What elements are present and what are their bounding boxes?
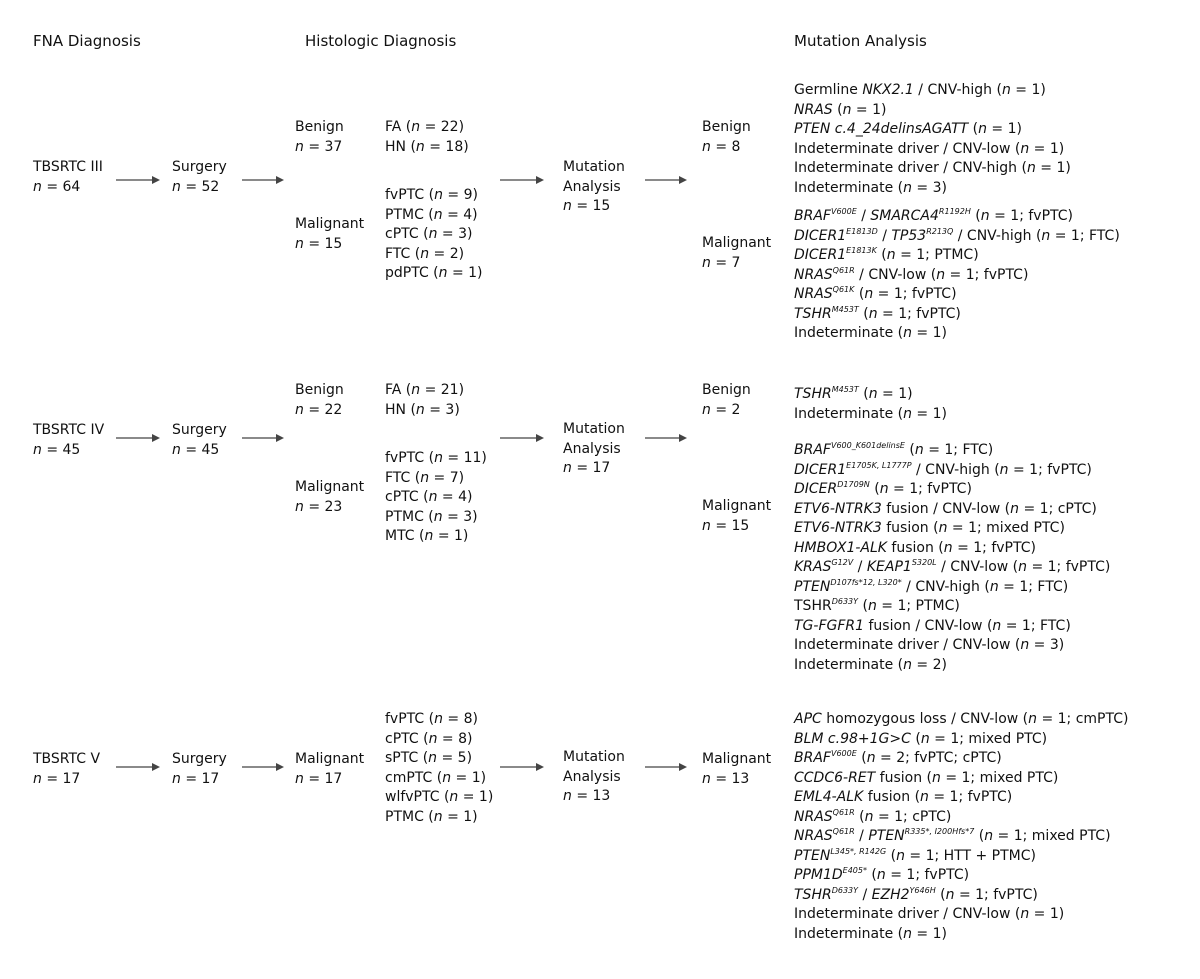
list-item: NRAS (n = 1)	[794, 101, 887, 118]
tier4-histo-benign	[295, 381, 344, 420]
tier5-surgery-label: Surgery	[172, 751, 227, 767]
tier3-histo-benign	[295, 118, 344, 157]
histologic-diagnosis-header: Histologic Diagnosis	[305, 32, 457, 50]
list-item: ETV6-NTRK3 fusion / CNV-low (n = 1; cPTC)	[794, 500, 1097, 517]
mutation-analysis-header: Mutation Analysis	[794, 32, 927, 50]
tier3-histo-malignant-count: n = 15	[295, 235, 343, 252]
tier4-histo-malignant-label: Malignant	[295, 479, 365, 495]
tier3-surgery-label: Surgery	[172, 159, 227, 175]
tier4-surgery-node	[172, 421, 227, 460]
list-item: sPTC (n = 5)	[385, 750, 473, 766]
list-item: cmPTC (n = 1)	[385, 769, 487, 786]
list-item: HN (n = 3)	[385, 401, 460, 418]
tier3-mut-malignant-count: n = 7	[702, 254, 741, 271]
list-item: wlfvPTC (n = 1)	[385, 789, 494, 805]
list-item: fvPTC (n = 11)	[385, 450, 487, 466]
tier4-mut-malignant-count: n = 15	[702, 517, 750, 534]
list-item: Germline NKX2.1 / CNV-high (n = 1)	[794, 82, 1046, 98]
tier4-fna-node	[33, 421, 104, 460]
tier5-histo-malignant	[295, 750, 364, 789]
list-item: ETV6-NTRK3 fusion (n = 1; mixed PTC)	[794, 520, 1065, 536]
tier5-surgery-count: n = 17	[172, 770, 220, 787]
list-item: FTC (n = 2)	[385, 245, 465, 262]
tier3-mutation-label: Mutation	[563, 159, 625, 175]
tier3-malignant-findings	[794, 207, 1120, 344]
tier3-fna-node	[33, 158, 103, 197]
tier4-histo-malignant	[295, 478, 364, 517]
list-item: $TSHR^{D633Y}$ (n = 1; PTMC)	[794, 597, 960, 614]
list-item: $NRAS^{Q61K}$ (n = 1; fvPTC)	[794, 285, 957, 302]
list-item: Indeterminate (n = 1)	[794, 325, 947, 341]
tier4-mut-benign-count: n = 2	[702, 401, 741, 418]
tier4-arrow-histo-mutation	[500, 432, 544, 444]
tier5-surgery-node	[172, 750, 227, 789]
tier5-mut-malignant-label: Malignant	[702, 751, 772, 767]
tier3-mutation-label-2: Analysis	[563, 178, 621, 195]
tier3-histo-benign-count: n = 37	[295, 138, 343, 155]
tier5-malignant-findings	[794, 710, 1128, 944]
tier4-mutation-node	[563, 420, 625, 479]
list-item: Indeterminate driver / CNV-low (n = 3)	[794, 637, 1065, 653]
tier4-fna-count: n = 45	[33, 441, 81, 458]
tier3-arrow-mutation-result	[645, 174, 687, 186]
tier4-mut-benign	[702, 381, 751, 420]
list-item: $NRAS^{Q61R}$ (n = 1; cPTC)	[794, 807, 952, 825]
list-item: $BRAF^{V600E}$ / $SMARCA4^{R1192H}$ (n = 1; fvPTC)	[794, 207, 1073, 224]
tier5-histo-malignant-count: n = 17	[295, 770, 343, 787]
list-item: PTMC (n = 1)	[385, 808, 478, 825]
tier4-histo-malignant-count: n = 23	[295, 498, 343, 515]
list-item: $PTEN^{D107fs*12, L320*}$ / CNV-high (n = 1; FTC)	[794, 577, 1069, 595]
tier4-fna-label: TBSRTC IV	[33, 422, 105, 438]
list-item: pdPTC (n = 1)	[385, 265, 483, 281]
list-item: $NRAS^{Q61R}$ / $PTEN^{R335*, I200Hfs*7}$ (n = 1; mixed PTC)	[794, 827, 1111, 844]
tier3-mut-malignant	[702, 234, 771, 273]
tier3-fna-label: TBSRTC III	[33, 159, 103, 175]
tier5-malignant-types	[385, 710, 493, 827]
list-item: Indeterminate (n = 1)	[794, 925, 947, 942]
tier5-arrow-histo-mutation	[500, 761, 544, 773]
list-item: $TSHR^{D633Y} / EZH2^{Y646H}$ (n = 1; fvPTC)	[794, 885, 1038, 903]
list-item: HMBOX1-ALK fusion (n = 1; fvPTC)	[794, 539, 1036, 556]
tier4-mutation-label-2: Analysis	[563, 440, 621, 457]
tier3-mut-benign-count: n = 8	[702, 138, 741, 155]
fna-diagnosis-header: FNA Diagnosis	[33, 32, 141, 50]
list-item: cPTC (n = 3)	[385, 226, 473, 242]
tier4-mutation-label: Mutation	[563, 421, 625, 437]
tier4-arrow-surgery-histo	[242, 432, 284, 444]
list-item: PTMC (n = 4)	[385, 206, 478, 223]
list-item: $TSHR^{M453T}$ (n = 1; fvPTC)	[794, 304, 961, 322]
tier4-arrow-fna-surgery	[116, 432, 160, 444]
list-item: Indeterminate (n = 3)	[794, 179, 947, 196]
tier3-arrow-surgery-histo	[242, 174, 284, 186]
tier5-mutation-node	[563, 748, 625, 807]
tier3-histo-benign-label: Benign	[295, 119, 344, 135]
list-item: Indeterminate driver / CNV-high (n = 1)	[794, 160, 1071, 176]
tier5-mut-malignant-count: n = 13	[702, 770, 750, 787]
list-item: $DICER^{D1709N}$ (n = 1; fvPTC)	[794, 480, 972, 497]
tier3-mut-malignant-label: Malignant	[702, 235, 772, 251]
tier4-surgery-count: n = 45	[172, 441, 220, 458]
tier3-surgery-count: n = 52	[172, 178, 220, 195]
tier3-mut-benign-label: Benign	[702, 119, 751, 135]
tier3-fna-count: n = 64	[33, 178, 81, 195]
tier3-histo-malignant-label: Malignant	[295, 216, 365, 232]
list-item: $PTEN^{L345*, R142G}$ (n = 1; HTT + PTMC)	[794, 846, 1036, 864]
list-item: $TSHR^{M453T}$ (n = 1)	[794, 385, 913, 402]
list-item: $PPM1D^{E405*}$ (n = 1; fvPTC)	[794, 866, 970, 883]
tier4-mut-benign-label: Benign	[702, 382, 751, 398]
tier4-mut-malignant-label: Malignant	[702, 498, 772, 514]
list-item: TG-FGFR1 fusion / CNV-low (n = 1; FTC)	[794, 617, 1071, 634]
tier4-benign-types	[385, 381, 464, 420]
tier5-mutation-label: Mutation	[563, 749, 625, 765]
list-item: cPTC (n = 4)	[385, 489, 473, 505]
tier3-histo-malignant	[295, 215, 364, 254]
list-item: EML4-ALK fusion (n = 1; fvPTC)	[794, 789, 1013, 805]
tier3-malignant-types	[385, 186, 483, 284]
tier3-benign-types	[385, 118, 469, 157]
tier4-histo-benign-label: Benign	[295, 382, 344, 398]
tier5-fna-label: TBSRTC V	[33, 751, 101, 767]
list-item: Indeterminate driver / CNV-low (n = 1)	[794, 906, 1065, 922]
tier4-surgery-label: Surgery	[172, 422, 227, 438]
tier4-mut-malignant	[702, 497, 771, 536]
list-item: FTC (n = 7)	[385, 469, 465, 486]
tier5-fna-count: n = 17	[33, 770, 81, 787]
list-item: $NRAS^{Q61R} / CNV-low$ (n = 1; fvPTC)	[794, 265, 1029, 283]
list-item: APC homozygous loss / CNV-low (n = 1; cmPTC)	[794, 711, 1129, 727]
tier3-mut-benign	[702, 118, 751, 157]
list-item: BLM c.98+1G>C (n = 1; mixed PTC)	[794, 730, 1048, 747]
list-item: FA (n = 21)	[385, 382, 465, 398]
tier4-malignant-types	[385, 449, 487, 547]
tier3-surgery-node	[172, 158, 227, 197]
list-item: $BRAF^{V600E}$ (n = 2; fvPTC; cPTC)	[794, 749, 1002, 766]
list-item: Indeterminate (n = 1)	[794, 405, 947, 422]
list-item: fvPTC (n = 9)	[385, 187, 478, 203]
list-item: cPTC (n = 8)	[385, 730, 473, 747]
tier5-histo-malignant-label: Malignant	[295, 751, 365, 767]
list-item: fvPTC (n = 8)	[385, 711, 478, 727]
tier3-mutation-node	[563, 158, 625, 217]
list-item: MTC (n = 1)	[385, 528, 469, 544]
tier4-arrow-mutation-result	[645, 432, 687, 444]
tier5-mutation-count: n = 13	[563, 788, 611, 804]
list-item: $DICER1^{E1705K, L1777P}$ / CNV-high (n = 1; fvPTC)	[794, 460, 1092, 478]
list-item: $DICER1^{E1813K}$ (n = 1; PTMC)	[794, 246, 979, 263]
tier3-arrow-histo-mutation	[500, 174, 544, 186]
list-item: PTMC (n = 3)	[385, 508, 478, 525]
tier5-mut-malignant	[702, 750, 771, 789]
tier4-benign-findings	[794, 385, 947, 424]
list-item: FA (n = 22)	[385, 119, 465, 135]
tier4-malignant-findings	[794, 441, 1110, 675]
tier5-arrow-fna-surgery	[116, 761, 160, 773]
tier5-arrow-mutation-result	[645, 761, 687, 773]
list-item: Indeterminate driver / CNV-low (n = 1)	[794, 140, 1065, 157]
list-item: CCDC6-RET fusion (n = 1; mixed PTC)	[794, 769, 1059, 786]
list-item: HN (n = 18)	[385, 138, 469, 155]
tier3-arrow-fna-surgery	[116, 174, 160, 186]
list-item: PTEN c.4_24delinsAGATT (n = 1)	[794, 121, 1022, 137]
tier4-mutation-count: n = 17	[563, 460, 611, 476]
list-item: $KRAS^{G12V}$ / $KEAP1^{S320L} / CNV-low$ (n = 1; fvPTC)	[794, 558, 1111, 575]
list-item: $BRAF^{V600\_K601delinsE}$ (n = 1; FTC)	[794, 441, 994, 458]
tier5-arrow-surgery-histo	[242, 761, 284, 773]
list-item: Indeterminate (n = 2)	[794, 656, 947, 673]
tier5-mutation-label-2: Analysis	[563, 768, 621, 785]
tier3-benign-findings	[794, 81, 1071, 198]
tier3-mutation-count: n = 15	[563, 198, 611, 214]
list-item: $DICER1^{E1813D} / TP53^{R213Q}$ / CNV-high (n = 1; FTC)	[794, 226, 1120, 244]
tier5-fna-node	[33, 750, 100, 789]
tier4-histo-benign-count: n = 22	[295, 401, 343, 418]
